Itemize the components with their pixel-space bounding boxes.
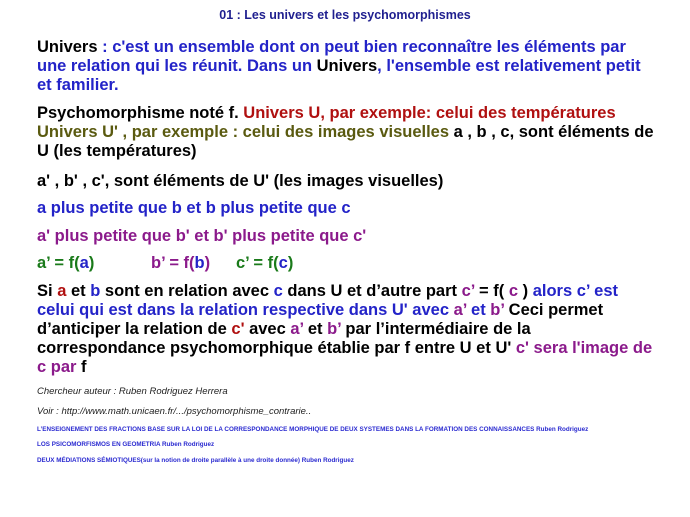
reference-item[interactable]: DEUX MÉDIATIONS SÉMIOTIQUES(sur la notion de droite parallèle à une droite donnée) Ruben Rodriguez (37, 457, 354, 464)
text-si: Si (37, 282, 58, 300)
var-c-arg: c (508, 282, 519, 300)
mapping-c-arg: c (278, 254, 288, 272)
text-ceci: Ceci permet d’anticiper la relation de (37, 301, 604, 338)
mapping-b-arg: b (194, 254, 205, 272)
var-c: c (273, 282, 283, 300)
text-et-2: et (466, 301, 491, 319)
var-a-prime-2: a’ (290, 320, 304, 338)
text-alors: alors c’ est celui qui est dans la relation respective dans U' avec (37, 282, 619, 319)
univers-term: Univers (316, 57, 378, 75)
mapping-c (236, 254, 293, 273)
text-intermediaire: par l’intermédiaire de la correspondance psychomorphique établie par f entre U et U' (37, 320, 531, 357)
elements-u-text: a , b , c, sont éléments de U (les températures) (37, 123, 654, 160)
elements-u-prime: a' , b' , c', sont éléments de U' (les images visuelles) (37, 172, 444, 190)
psychomorphisme-paragraph (37, 104, 657, 161)
var-b-prime: b’ (490, 301, 505, 319)
text-dans-u: dans U et d’autre part (282, 282, 462, 300)
mapping-c-lhs: c’ = f( (236, 254, 279, 272)
slide-title: 01 : Les univers et les psychomorphismes (219, 8, 471, 22)
mapping-b-lhs: b’ = f( (151, 254, 195, 272)
mapping-b-close: ) (204, 254, 211, 272)
text-et: et (66, 282, 91, 300)
univers-u-prime-text: Univers U' , par exemple : celui des images visuelles (37, 123, 450, 141)
mapping-a-close: ) (88, 254, 95, 272)
var-a: a (57, 282, 67, 300)
univers-term: Univers (37, 38, 98, 56)
univers-definition-end: , l'ensemble est relativement petit et familier. (37, 57, 641, 94)
mapping-a (37, 254, 94, 273)
var-f: f (81, 358, 87, 376)
var-b: b (90, 282, 101, 300)
psychomorphisme-term: Psychomorphisme noté f. (37, 104, 244, 122)
anticipation-paragraph (37, 282, 657, 377)
mapping-b (151, 254, 210, 273)
reference-link[interactable]: Voir : http://www.math.unicaen.fr/.../psychomorphisme_contrarie.. (37, 406, 312, 417)
author-line: Chercheur auteur : Ruben Rodriguez Herrera (37, 386, 228, 397)
mapping-c-close: ) (287, 254, 294, 272)
text-equals-f: = f( (474, 282, 509, 300)
reference-item[interactable]: L’ENSEIGNEMENT DES FRACTIONS BASE SUR LA LOI DE LA CORRESPONDANCE MORPHIQUE DE DEUX SYSTEMES DANS LA FORMATION DES CONNAISSANCES Ruben Rodriguez (37, 426, 589, 433)
text-et-3: et (303, 320, 328, 338)
text-image: c' sera l'image de c par (37, 339, 653, 376)
text-relation: sont en relation avec (100, 282, 274, 300)
var-a-prime: a’ (453, 301, 467, 319)
univers-definition (37, 38, 657, 95)
relation-u: a plus petite que b et b plus petite que c (37, 199, 351, 217)
univers-u-text: Univers U, par exemple: celui des températures (243, 104, 616, 122)
var-c-prime-2: c' (231, 320, 245, 338)
reference-item[interactable]: LOS PSICOMORFISMOS EN GEOMETRIA Ruben Rodriguez (37, 441, 215, 448)
relation-u-prime: a' plus petite que b' et b' plus petite que c' (37, 227, 367, 245)
univers-definition-text: : c'est un ensemble dont on peut bien reconnaître les éléments par une relation qui les réunit. Dans un (37, 38, 626, 75)
mapping-a-lhs: a’ = f( (37, 254, 80, 272)
var-b-prime-2: b’ (327, 320, 341, 338)
var-c-prime: c’ (461, 282, 475, 300)
text-close: ) (518, 282, 533, 300)
text-avec: avec (244, 320, 291, 338)
mapping-a-arg: a (79, 254, 89, 272)
